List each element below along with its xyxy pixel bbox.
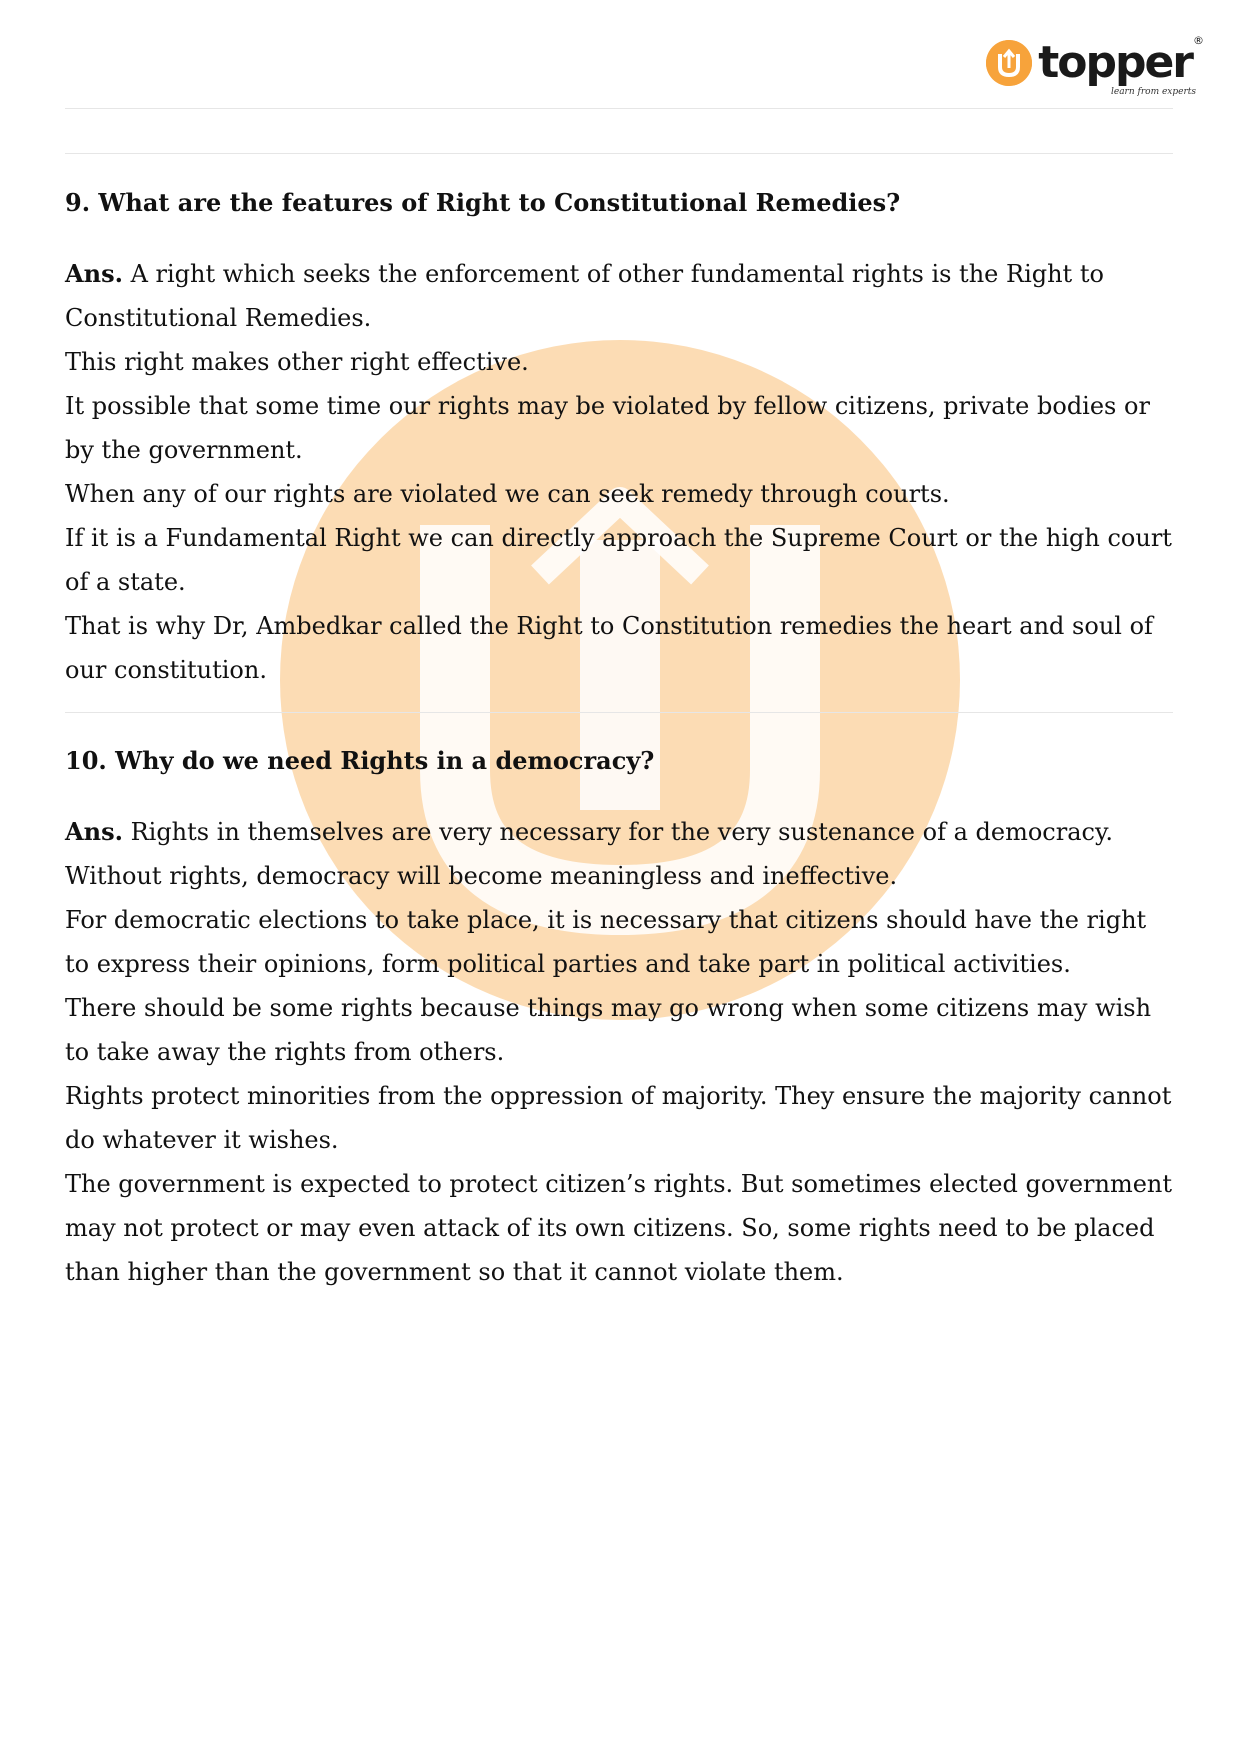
answer-line: There should be some rights because things may go wrong when some citizens may wish to take away the rights from others.: [65, 994, 1152, 1066]
question-title: 9. What are the features of Right to Constitutional Remedies?: [65, 188, 901, 217]
answer-line: It possible that some time our rights may be violated by fellow citizens, private bodies or by the government.: [65, 392, 1150, 464]
answer-line: For democratic elections to take place, it is necessary that citizens should have the right to express their opinions, form political parties and take part in political activities.: [65, 906, 1147, 978]
answer-line: Ans. Rights in themselves are very necessary for the very sustenance of a democracy.: [65, 817, 1113, 846]
answer-line: The government is expected to protect citizen’s rights. But sometimes elected government may not protect or may even attack of its own citizens. So, some rights need to be placed than higher than the government so that it cannot violate them.: [65, 1170, 1173, 1286]
header-divider: [65, 108, 1173, 109]
brand-tagline: learn from experts: [1110, 87, 1196, 97]
answer-label: Ans.: [65, 259, 123, 288]
answer-line: Ans. A right which seeks the enforcement of other fundamental rights is the Right to Constitutional Remedies.: [65, 259, 1104, 332]
brand-name: topper: [1038, 37, 1192, 88]
section-divider: [65, 712, 1173, 713]
question-title: 10. Why do we need Rights in a democracy?: [65, 746, 655, 775]
registered-mark: ®: [1193, 34, 1204, 47]
question-block-10: [65, 744, 1173, 1294]
answer-line: Rights protect minorities from the oppression of majority. They ensure the majority cannot do whatever it wishes.: [65, 1082, 1172, 1154]
answer-body: [65, 252, 1173, 692]
answer-line: Without rights, democracy will become meaningless and ineffective.: [65, 862, 898, 890]
answer-line: When any of our rights are violated we can seek remedy through courts.: [65, 480, 950, 508]
question-block-9: [65, 186, 1173, 692]
answer-line: This right makes other right effective.: [65, 348, 529, 376]
logo-badge-icon: [986, 40, 1032, 86]
answer-body: [65, 810, 1173, 1294]
answer-line: That is why Dr, Ambedkar called the Right to Constitution remedies the heart and soul of our constitution.: [65, 612, 1153, 684]
answer-line: If it is a Fundamental Right we can directly approach the Supreme Court or the high court of a state.: [65, 524, 1172, 596]
brand-logo: [986, 34, 1204, 97]
brand-wordmark: [1038, 34, 1204, 97]
answer-label: Ans.: [65, 817, 123, 846]
section-divider-top: [65, 153, 1173, 154]
